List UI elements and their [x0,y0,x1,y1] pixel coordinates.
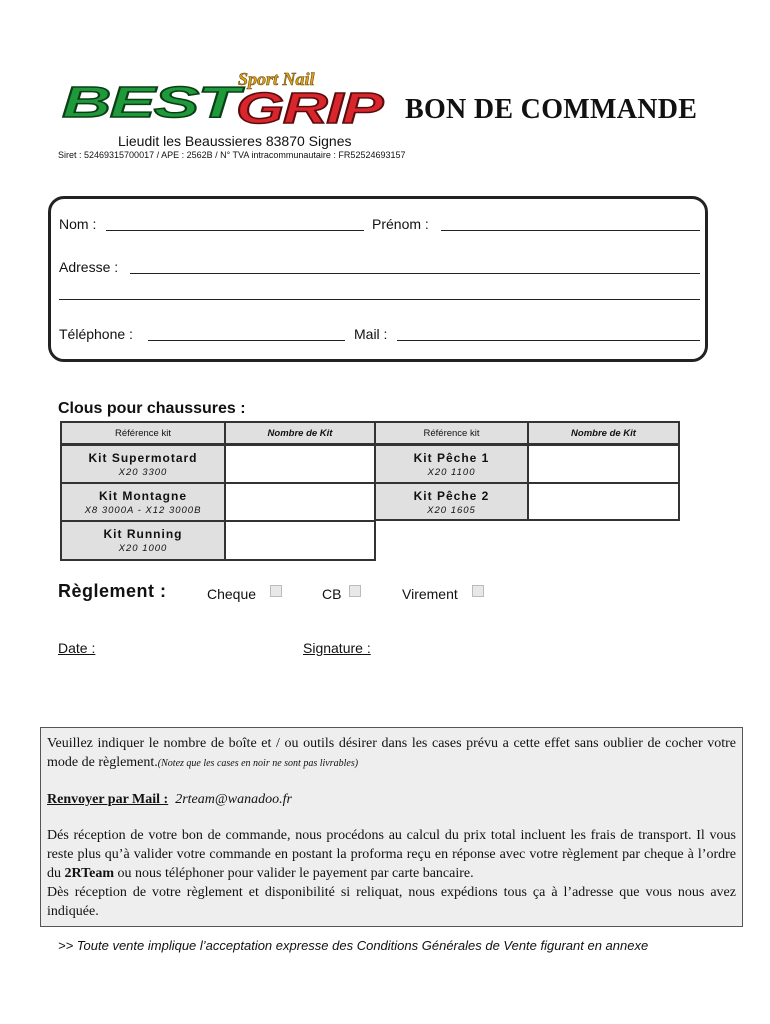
clous-section-title: Clous pour chaussures : [58,400,246,417]
kit-supermotard [60,445,225,483]
process-paragraph [47,826,736,883]
header-reference-kit-right: Référence kit [376,421,528,445]
bestgrip-logo [60,70,385,128]
adresse-label: Adresse : [59,259,119,275]
kit-peche-2 [376,483,528,521]
header-reference-kit-left: Référence kit [60,421,225,445]
instructions-paragraph [47,734,736,773]
kit-name: Kit Montagne [99,489,187,503]
kit-name: Kit Pêche 1 [413,451,490,465]
prenom-label: Prénom : [372,216,429,232]
kit-montagne [60,483,225,521]
adresse-field[interactable] [130,273,700,274]
kit-running [60,521,225,561]
payment-virement-checkbox[interactable] [472,585,484,597]
return-mail-line [47,790,736,809]
shipping-paragraph: Dès réception de votre règlement et disponibilité si reliquat, nous expédions tous ça à l’adresse que vous nous avez indiquée. [47,885,736,919]
kit-ref: X20 1100 [427,467,476,478]
kit-name: Kit Pêche 2 [413,489,490,503]
payment-cb-label: CB [322,586,342,602]
qty-input-montagne[interactable] [225,483,376,521]
qty-input-peche-2[interactable] [528,483,680,521]
header-nombre-kit-left: Nombre de Kit [225,421,376,445]
kit-ref: X20 1605 [427,505,476,516]
nom-label: Nom : [59,216,97,232]
instructions-note: (Notez que les cases en noir ne sont pas livrables) [157,758,359,769]
payment-cheque-checkbox[interactable] [270,585,282,597]
kit-name: Kit Supermotard [88,451,198,465]
logo-tagline: Sport Nail [238,70,315,89]
header-nombre-kit-right: Nombre de Kit [528,421,680,445]
kit-ref: X8 3000A - X12 3000B [84,505,202,516]
process-text: Dés réception de votre bon de commande, nous procédons au calcul du prix total incluent les frais de transport. Il vous reste plus qu’à valider votre commande en postant la proforma reçu en réponse avec votre règlement par cheque à l’ordre du [47,828,736,881]
date-label: Date : [58,640,96,656]
telephone-label: Téléphone : [59,326,133,342]
reglement-label: Règlement : [58,581,167,601]
mail-label: Mail : [354,326,388,342]
qty-input-supermotard[interactable] [225,445,376,483]
company-siret: Siret : 52469315700017 / APE : 2562B / N° TVA intracommunautaire : FR52524693157 [58,150,406,160]
qty-input-running[interactable] [225,521,376,561]
process-text-end: ou nous téléphoner pour valider le payement par carte bancaire. [114,866,474,881]
payment-cheque-label: Cheque [207,586,257,602]
payment-cb-checkbox[interactable] [349,585,361,597]
company-address: Lieudit les Beaussieres 83870 Signes [118,133,352,149]
telephone-field[interactable] [148,340,345,341]
mail-field[interactable] [397,340,700,341]
return-mail-label: Renvoyer par Mail : [47,792,169,807]
nom-field[interactable] [106,230,364,231]
kit-peche-1 [376,445,528,483]
logo-best: BEST [62,78,245,127]
payment-virement-label: Virement [402,586,458,602]
process-team-name: 2RTeam [64,866,115,881]
kit-ref: X20 1000 [118,543,168,554]
kit-ref: X20 3300 [118,467,168,478]
kit-name: Kit Running [103,527,183,541]
return-mail-email: 2rteam@wanadoo.fr [175,792,292,807]
footer-note: >> Toute vente implique l’acceptation expresse des Conditions Générales de Vente figurant en annexe [58,938,649,953]
signature-label: Signature : [303,640,371,656]
instructions-text: Veuillez indiquer le nombre de boîte et / ou outils désirer dans les cases prévu a cette effet sans oublier de cocher votre mode de règlement. [47,736,736,770]
logo-grip: GRIP [236,84,385,128]
adresse-field-line-2[interactable] [59,299,700,300]
instructions-box [40,727,743,927]
qty-input-peche-1[interactable] [528,445,680,483]
prenom-field[interactable] [441,230,700,231]
document-title: BON DE COMMANDE [405,94,698,125]
